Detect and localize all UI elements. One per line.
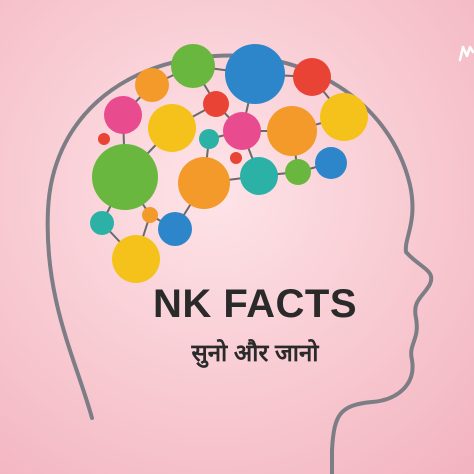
- node: [98, 133, 110, 145]
- node: [240, 157, 278, 195]
- node: [320, 93, 368, 141]
- node: [171, 44, 215, 88]
- node: [315, 147, 347, 179]
- node: [199, 129, 219, 149]
- node: [112, 235, 160, 283]
- node: [135, 68, 169, 102]
- node: [293, 58, 331, 96]
- node: [203, 91, 229, 117]
- node: [142, 207, 158, 223]
- logo-title: NK FACTS: [153, 282, 357, 326]
- node: [158, 212, 192, 246]
- node: [148, 104, 196, 152]
- node: [178, 157, 230, 209]
- node: [90, 211, 114, 235]
- node: [92, 144, 158, 210]
- node: [267, 106, 317, 156]
- node: [225, 44, 285, 104]
- node: [223, 112, 261, 150]
- logo-tagline: सुनो और जानो: [191, 340, 319, 367]
- corner-mark-icon: [458, 44, 474, 62]
- node: [104, 96, 142, 134]
- node: [230, 152, 242, 164]
- node: [285, 159, 311, 185]
